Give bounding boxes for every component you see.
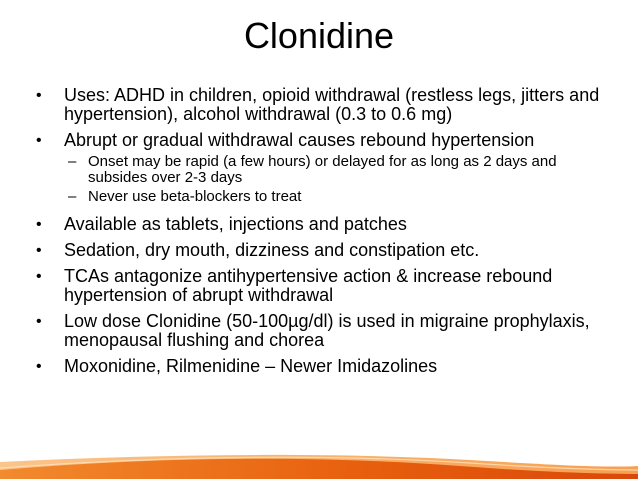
bullet-item <box>34 215 604 234</box>
dash-icon: – <box>68 188 77 205</box>
sub-bullet-text: Never use beta-blockers to treat <box>88 188 302 205</box>
sub-bullet-item <box>34 189 604 205</box>
bullet-item <box>34 312 604 350</box>
bullet-item <box>34 131 604 150</box>
bullet-text: Available as tablets, injections and patches <box>64 214 407 234</box>
bullet-item <box>34 357 604 376</box>
bullet-list <box>34 86 604 383</box>
bullet-dot-icon: • <box>36 87 42 104</box>
dash-icon: – <box>68 153 77 170</box>
bullet-item <box>34 267 604 305</box>
bullet-text: Moxonidine, Rilmenidine – Newer Imidazolines <box>64 356 438 376</box>
sub-bullet-item <box>34 154 604 186</box>
bullet-dot-icon: • <box>36 358 42 375</box>
bullet-item <box>34 241 604 260</box>
bullet-text: Uses: ADHD in children, opioid withdrawal (restless legs, jitters and hypertension), alcohol withdrawal (0.3 to 0.6 mg) <box>64 85 600 124</box>
bullet-dot-icon: • <box>36 132 42 149</box>
bullet-dot-icon: • <box>36 313 42 330</box>
bullet-item <box>34 86 604 124</box>
bullet-text: Abrupt or gradual withdrawal causes rebound hypertension <box>64 130 535 150</box>
bullet-text: Low dose Clonidine (50-100µg/dl) is used in migraine prophylaxis, menopausal flushing and chorea <box>64 311 590 350</box>
slide-title: Clonidine <box>243 15 395 56</box>
bullet-dot-icon: • <box>36 216 42 233</box>
decorative-wave <box>0 440 638 479</box>
bullet-text: Sedation, dry mouth, dizziness and constipation etc. <box>64 240 480 260</box>
sub-bullet-text: Onset may be rapid (a few hours) or delayed for as long as 2 days and subsides over 2-3 days <box>88 153 557 186</box>
bullet-dot-icon: • <box>36 268 42 285</box>
bullet-text: TCAs antagonize antihypertensive action & increase rebound hypertension of abrupt withdrawal <box>64 266 553 305</box>
bullet-dot-icon: • <box>36 242 42 259</box>
